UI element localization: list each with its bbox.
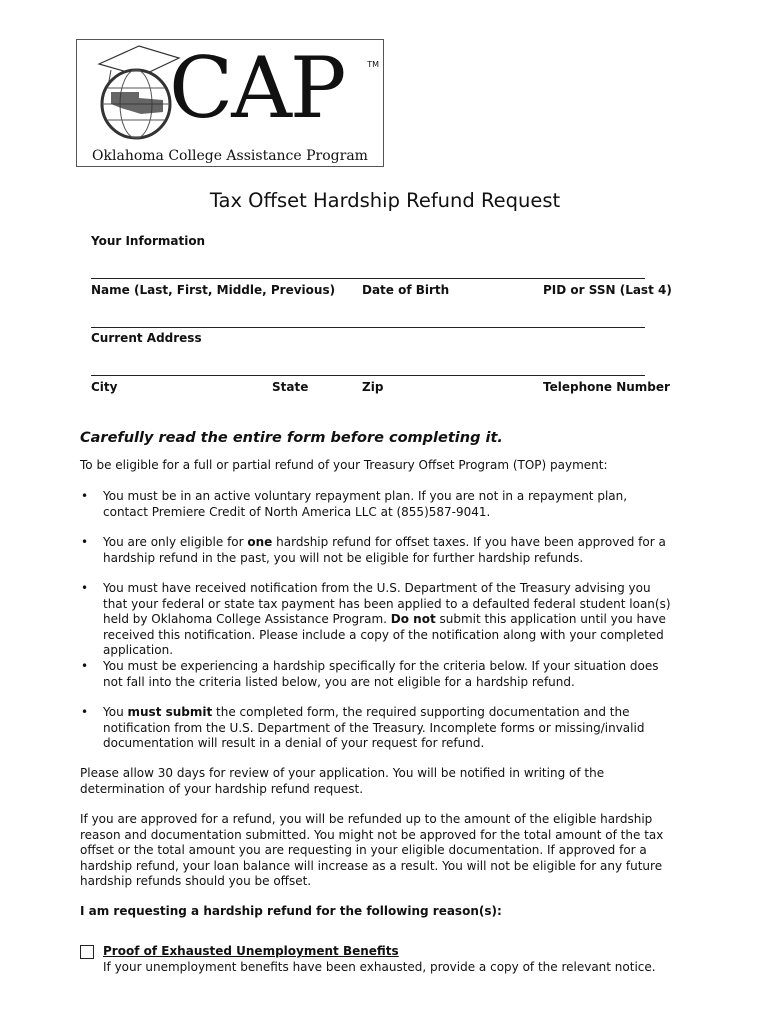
globe-graduation-cap-icon	[81, 42, 181, 142]
name-label: Name (Last, First, Middle, Previous)	[91, 283, 336, 297]
trademark-mark: TM	[367, 60, 379, 69]
bullet-marker: •	[81, 659, 89, 673]
ocap-logo	[76, 39, 384, 167]
your-information-heading: Your Information	[91, 234, 206, 248]
reason-title: Proof of Exhausted Unemployment Benefits	[103, 944, 399, 958]
bullet-must-submit: You must submit the completed form, the required supporting documentation and the notification from the U.S. Department of the Treasury. Incomplete forms or missing/invalid documentation will result in a denial of your request for refund.	[103, 705, 645, 750]
instructions-heading: Carefully read the entire form before completing it.	[80, 430, 503, 446]
bullet-marker: •	[81, 535, 89, 549]
zip-label: Zip	[362, 380, 384, 394]
page-title: Tax Offset Hardship Refund Request	[209, 189, 561, 212]
refund-amount-paragraph: If you are approved for a refund, you will be refunded up to the amount of the eligible hardship reason and documentation submitted. You might not be approved for the total amount of the tax offset or the total amount you are requesting in your eligible documentation. If approved for a hardship refund, your loan balance will increase as a result. You will not be eligible for any future hardship refunds should you be offset.	[80, 812, 664, 888]
bullet-marker: •	[81, 705, 89, 719]
address-line[interactable]	[91, 327, 645, 328]
city-row-line[interactable]	[91, 375, 645, 376]
reason-description: If your unemployment benefits have been exhausted, provide a copy of the relevant notice.	[103, 960, 656, 974]
city-label: City	[91, 380, 118, 394]
dob-label: Date of Birth	[362, 283, 450, 297]
eligibility-intro: To be eligible for a full or partial refund of your Treasury Offset Program (TOP) payment:	[80, 458, 608, 472]
review-period-paragraph: Please allow 30 days for review of your application. You will be notified in writing of the determination of your hardship refund request.	[80, 766, 605, 796]
logo-letters: CAP	[169, 39, 345, 137]
state-label: State	[272, 380, 309, 394]
pid-label: PID or SSN (Last 4)	[543, 283, 672, 297]
logo-caption: Oklahoma College Assistance Program	[92, 148, 368, 164]
phone-label: Telephone Number	[543, 380, 670, 394]
bullet-marker: •	[81, 489, 89, 503]
bullet-one-refund: You are only eligible for one hardship refund for offset taxes. If you have been approved for a hardship refund in the past, you will not be eligible for further hardship refunds.	[103, 535, 666, 565]
exhausted-unemployment-checkbox[interactable]	[80, 945, 94, 959]
bullet-hardship-criteria: You must be experiencing a hardship specifically for the criteria below. If your situation does not fall into the criteria listed below, you are not eligible for a hardship refund.	[103, 659, 659, 689]
bullet-marker: •	[81, 581, 89, 595]
bullet-notification: You must have received notification from the U.S. Department of the Treasury advising you that your federal or state tax payment has been applied to a defaulted federal student loan(s) held by Oklahoma College Assistance Program. Do not submit this application until you have received this notification. Please include a copy of the notification along with your completed application.	[103, 581, 671, 657]
name-row-line[interactable]	[91, 278, 645, 279]
reasons-heading: I am requesting a hardship refund for the following reason(s):	[80, 904, 502, 918]
address-label: Current Address	[91, 331, 202, 345]
bullet-repayment-plan: You must be in an active voluntary repayment plan. If you are not in a repayment plan, contact Premiere Credit of North America LLC at (855)587-9041.	[103, 489, 628, 519]
